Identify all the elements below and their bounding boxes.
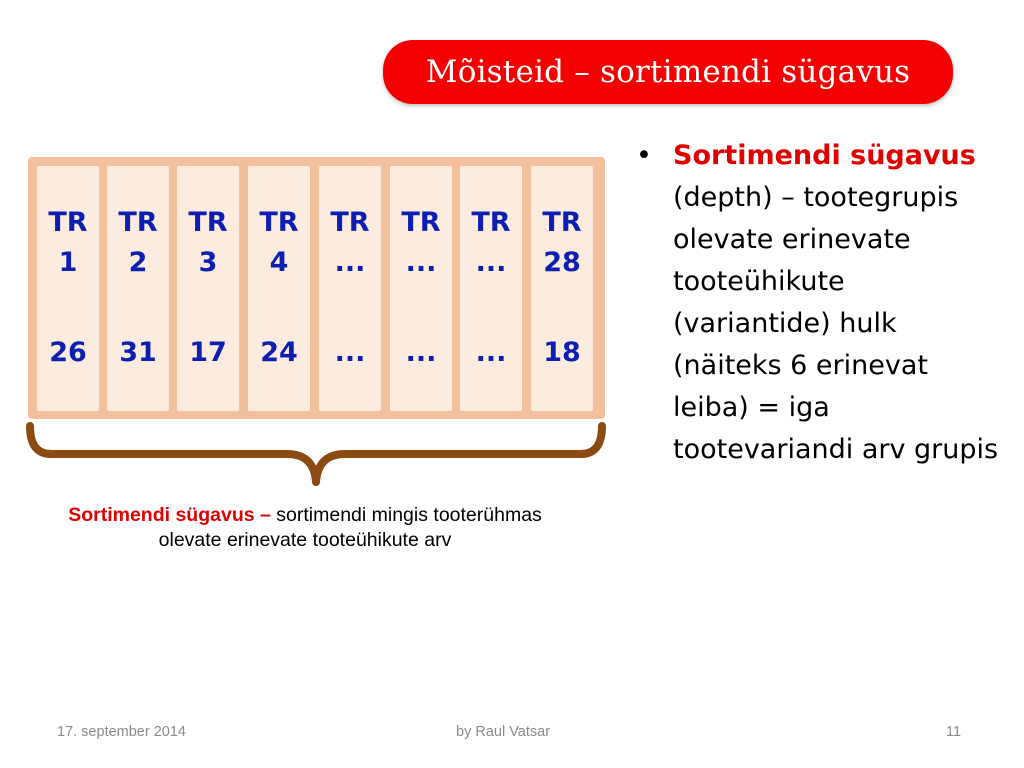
group-column [248,166,310,411]
column-id: ... [475,247,507,278]
group-column [319,166,381,411]
column-label: TR [542,207,582,238]
caption-text: sortimendi mingis tooterühmas olevate erinevate tooteühikute arv [158,504,542,551]
column-label: TR [401,207,441,238]
group-column [177,166,239,411]
column-label: TR [259,207,299,238]
column-value: 17 [189,337,227,368]
column-label: TR [471,207,511,238]
column-id: ... [405,247,437,278]
caption-highlight: Sortimendi sügavus – [68,504,271,526]
slide-title: Mõisteid – sortimendi sügavus [425,54,911,90]
group-column [390,166,452,411]
column-value: ... [405,337,437,368]
column-value: 31 [119,337,157,368]
group-column [460,166,522,411]
column-label: TR [118,207,158,238]
group-column [531,166,593,411]
column-id: 4 [269,247,289,278]
column-value: ... [334,337,366,368]
column-id: 1 [58,247,78,278]
column-value: 24 [260,337,298,368]
column-label: TR [48,207,88,238]
group-column [107,166,169,411]
column-id: ... [334,247,366,278]
definition-bullet [673,135,1003,471]
column-value: 18 [543,337,581,368]
footer-author: by Raul Vatsar [456,724,551,740]
product-group-panel [28,157,605,419]
column-id: 3 [198,247,218,278]
column-value: ... [475,337,507,368]
group-column [37,166,99,411]
curly-brace-icon [25,420,610,492]
column-label: TR [188,207,228,238]
column-value: 26 [49,337,87,368]
column-id: 2 [128,247,148,278]
bullet-highlight: Sortimendi sügavus [673,140,976,171]
column-label: TR [330,207,370,238]
slide-title-banner [383,40,953,104]
depth-definition-caption [55,503,555,553]
bullet-text: (depth) – tootegrupis olevate erinevate tooteühikute (variantide) hulk (näiteks 6 erinevat leiba) = iga tootevariandi arv grupis [673,182,999,465]
column-id: 28 [543,247,581,278]
page-number: 11 [946,724,962,740]
bullet-marker: • [636,140,652,171]
footer-date: 17. september 2014 [57,724,186,740]
